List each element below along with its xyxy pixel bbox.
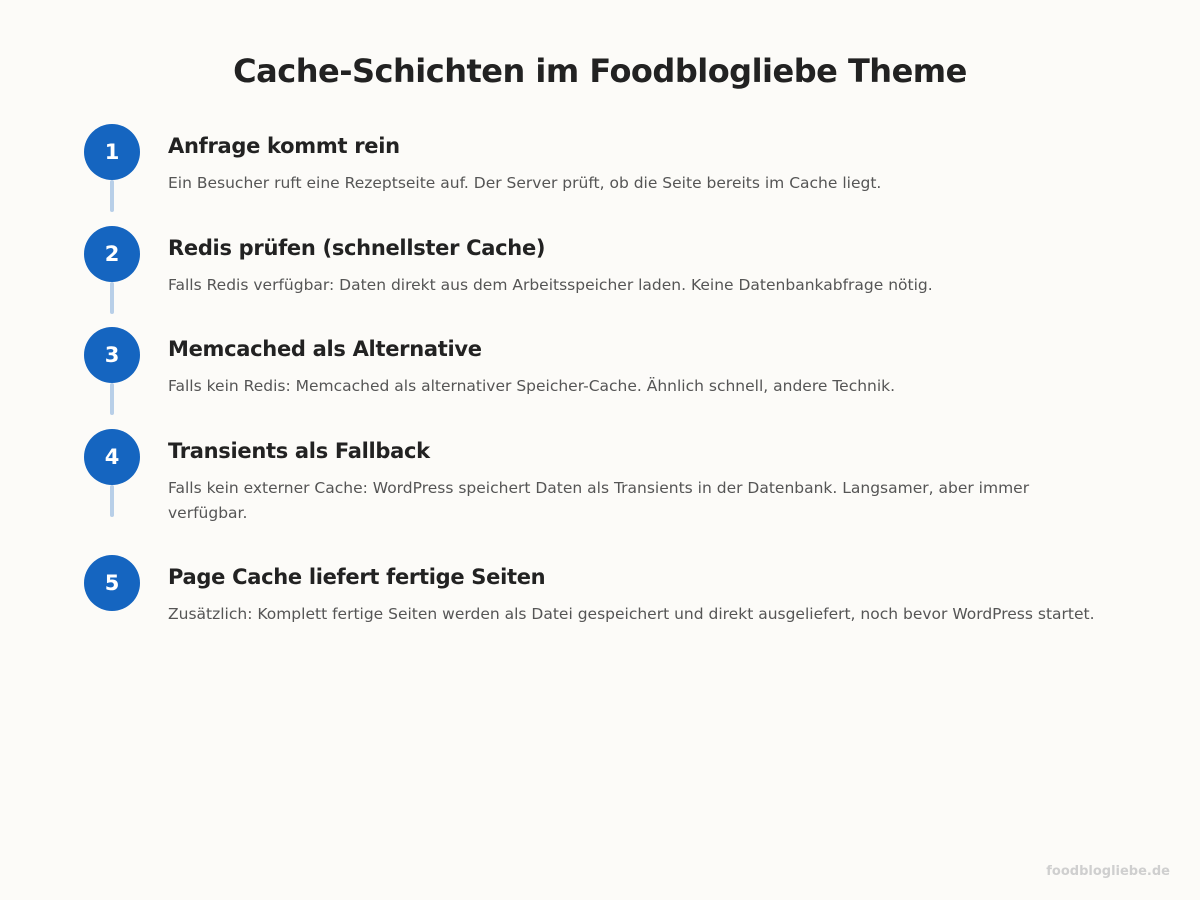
step-number-badge: 5 — [84, 555, 140, 611]
step-title: Transients als Fallback — [168, 439, 430, 463]
step-number-badge: 4 — [84, 429, 140, 485]
page-title: Cache-Schichten im Foodblogliebe Theme — [233, 52, 967, 90]
connector-line — [110, 383, 114, 415]
step-title: Page Cache liefert fertige Seiten — [168, 565, 546, 589]
step-description: Falls kein Redis: Memcached als alternativer Speicher-Cache. Ähnlich schnell, andere Technik. — [168, 377, 896, 395]
step-description: Falls Redis verfügbar: Daten direkt aus dem Arbeitsspeicher laden. Keine Datenbankabfrage nötig. — [168, 276, 933, 294]
step-title: Memcached als Alternative — [168, 337, 482, 361]
step-title: Anfrage kommt rein — [168, 134, 400, 158]
connector-line — [110, 180, 114, 212]
step-number-badge: 2 — [84, 226, 140, 282]
step-title: Redis prüfen (schnellster Cache) — [168, 236, 546, 260]
connector-line — [110, 282, 114, 314]
step-description: Ein Besucher ruft eine Rezeptseite auf. Der Server prüft, ob die Seite bereits im Cache liegt. — [168, 174, 882, 192]
connector-line — [110, 485, 114, 517]
step-description: Falls kein externer Cache: WordPress speichert Daten als Transients in der Datenbank. Langsamer, aber immer verfügbar. — [168, 479, 1030, 522]
step-description: Zusätzlich: Komplett fertige Seiten werden als Datei gespeichert und direkt ausgeliefert, noch bevor WordPress startet. — [168, 605, 1095, 623]
footer-watermark: foodblogliebe.de — [1046, 864, 1170, 879]
step-number-badge: 1 — [84, 124, 140, 180]
step-number-badge: 3 — [84, 327, 140, 383]
